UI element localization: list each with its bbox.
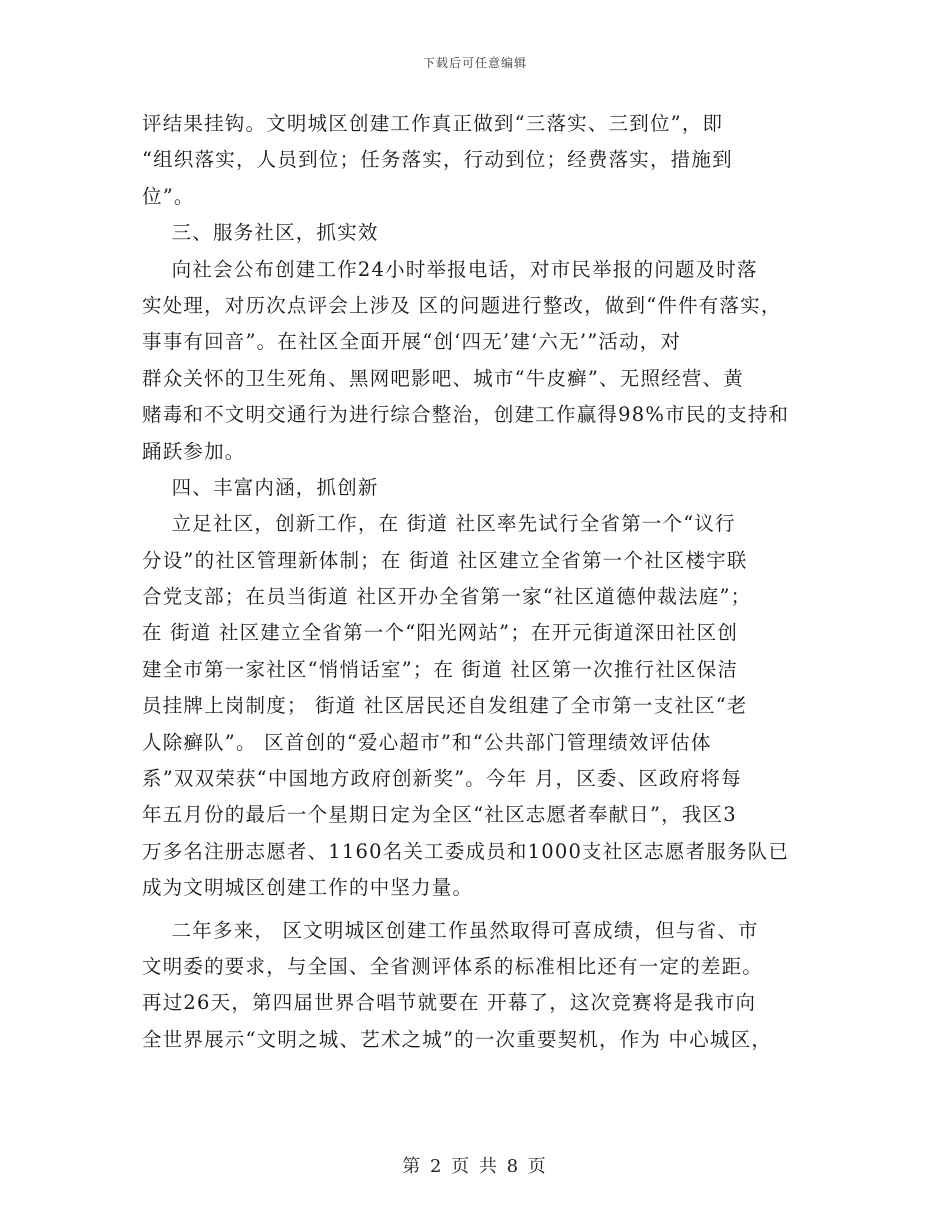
body-line-22: 成为文明城区创建工作的中坚力量。 [142,876,474,900]
body-line-15: 在 街道 社区建立全省第一个“阳光网站”；在开元街道深田社区创 [142,621,739,645]
document-body [142,106,822,1058]
body-line-24: 文明委的要求，与全国、全省测评体系的标准相比还有一定的差距。 [142,954,764,978]
body-line-26: 全世界展示“文明之城、艺术之城”的一次重要契机，作为 中心城区， [142,1027,773,1051]
page-number-footer: 第 2 页 共 8 页 [402,1156,548,1177]
body-line-13: 分设”的社区管理新体制；在 街道 社区建立全省第一个社区楼宇联 [142,548,748,572]
body-line-23: 二年多来， 区文明城区创建工作虽然取得可喜成绩，但与省、市 [142,918,759,942]
body-line-10: 踊跃参加。 [142,439,246,463]
section-heading-3: 三、服务社区，抓实效 [142,221,379,245]
body-line-5: 向社会公布创建工作24小时举报电话，对市民举报的问题及时落 [142,257,758,281]
body-line-25: 再过26天，第四届世界合唱节就要在 开幕了，这次竞赛将是我市向 [142,991,757,1015]
body-line-14: 合党支部；在员当街道 社区开办全省第一家“社区道德仲裁法庭”； [142,585,752,609]
body-line-8: 群众关怀的卫生死角、黑网吧影吧、城市“牛皮癣”、无照经营、黄 [142,366,744,390]
body-line-20: 年五月份的最后一个星期日定为全区“社区志愿者奉献日”，我区3 [142,803,737,827]
page-header-note: 下载后可任意编辑 [422,56,527,70]
body-line-3: 位”。 [142,184,195,208]
body-line-1: 评结果挂钩。文明城区创建工作真正做到“三落实、三到位”，即 [142,112,724,135]
body-line-12: 立足社区，创新工作，在 街道 社区率先试行全省第一个“议行 [142,512,736,536]
section-heading-4: 四、丰富内涵，抓创新 [142,475,379,499]
body-line-9: 赌毒和不文明交通行为进行综合整治，创建工作赢得98%市民的支持和 [142,403,790,427]
body-line-17: 员挂牌上岗制度； 街道 社区居民还自发组建了全市第一支社区“老 [142,694,748,718]
body-line-6: 实处理，对历次点评会上涉及 区的问题进行整改，做到“件件有落实， [142,293,782,317]
body-line-18: 人除癣队”。 区首创的“爱心超市”和“公共部门管理绩效评估体 [142,730,712,754]
body-line-7: 事事有回音”。在社区全面开展“创‘四无’建‘六无’”活动，对 [142,330,682,354]
body-line-2: “组织落实，人员到位；任务落实，行动到位；经费落实，措施到 [142,148,733,172]
body-line-21: 万多名注册志愿者、1160名关工委成员和1000支社区志愿者服务队已 [142,839,790,863]
body-line-16: 建全市第一家社区“悄悄话室”；在 街道 社区第一次推行社区保洁 [142,657,739,681]
body-line-19: 系”双双荣获“中国地方政府创新奖”。今年 月，区委、区政府将每 [142,767,742,791]
